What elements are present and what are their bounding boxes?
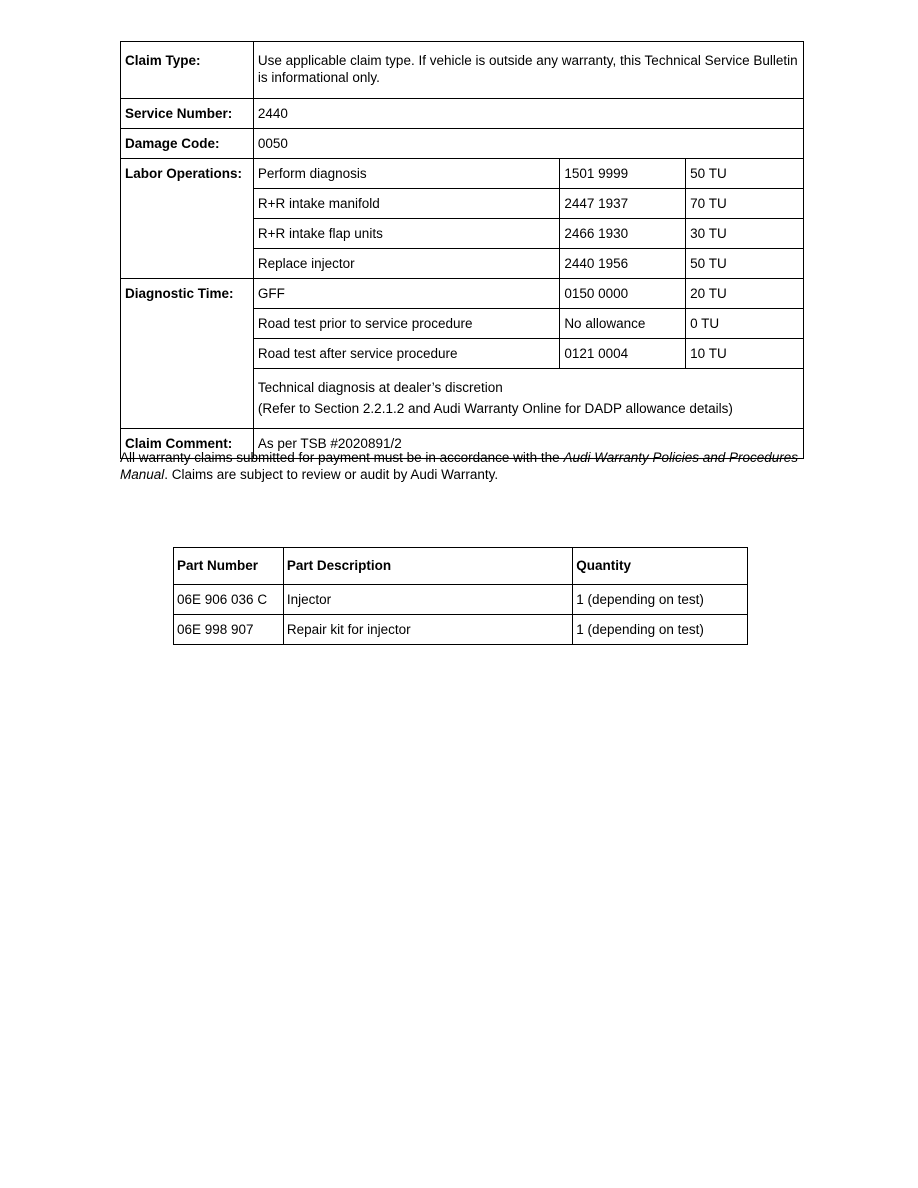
labor-op-code: 1501 9999	[560, 159, 686, 189]
parts-row	[174, 585, 748, 615]
claim-comment-label: Claim Comment:	[121, 429, 254, 459]
parts-table	[173, 547, 748, 645]
labor-op-desc: Perform diagnosis	[253, 159, 559, 189]
diag-op-code: No allowance	[560, 309, 686, 339]
diag-op-desc: Road test after service procedure	[253, 339, 559, 369]
claim-comment-value: As per TSB #2020891/2	[253, 429, 803, 459]
warranty-note-text-1: All warranty claims submitted for payment must be in accordance with the	[120, 450, 564, 465]
diag-note-cell	[253, 369, 803, 429]
labor-op-tu: 50 TU	[686, 249, 804, 279]
labor-op-row	[121, 159, 804, 189]
service-number-row	[121, 99, 804, 129]
claim-type-value: Use applicable claim type. If vehicle is outside any warranty, this Technical Service Bulletin is informational only.	[253, 42, 803, 99]
diag-note-line-1: Technical diagnosis at dealer’s discretion	[257, 380, 503, 395]
claim-type-row	[121, 42, 804, 99]
warranty-manual-title: Audi Warranty Policies and Procedures Manual	[120, 450, 799, 482]
quantity-header: Quantity	[573, 548, 748, 585]
diag-op-tu: 10 TU	[686, 339, 804, 369]
damage-code-value: 0050	[253, 129, 803, 159]
warranty-note-text-2: . Claims are subject to review or audit by Audi Warranty.	[164, 467, 499, 482]
damage-code-row	[121, 129, 804, 159]
part-description-header: Part Description	[283, 548, 572, 585]
labor-op-tu: 50 TU	[686, 159, 804, 189]
labor-op-desc: R+R intake flap units	[253, 219, 559, 249]
labor-op-code: 2466 1930	[560, 219, 686, 249]
labor-operations-label: Labor Operations:	[121, 159, 254, 279]
part-number: 06E 906 036 C	[174, 585, 284, 615]
service-number-label: Service Number:	[121, 99, 254, 129]
part-number: 06E 998 907	[174, 615, 284, 645]
diag-op-desc: GFF	[253, 279, 559, 309]
diag-op-row	[121, 279, 804, 309]
claim-type-label: Claim Type:	[121, 42, 254, 99]
diag-op-code: 0150 0000	[560, 279, 686, 309]
parts-header-row	[174, 548, 748, 585]
damage-code-label: Damage Code:	[121, 129, 254, 159]
part-quantity: 1 (depending on test)	[573, 615, 748, 645]
labor-op-desc: R+R intake manifold	[253, 189, 559, 219]
diag-op-desc: Road test prior to service procedure	[253, 309, 559, 339]
labor-op-tu: 30 TU	[686, 219, 804, 249]
service-number-value: 2440	[253, 99, 803, 129]
diag-op-tu: 0 TU	[686, 309, 804, 339]
labor-op-code: 2440 1956	[560, 249, 686, 279]
labor-op-desc: Replace injector	[253, 249, 559, 279]
diag-op-code: 0121 0004	[560, 339, 686, 369]
part-quantity: 1 (depending on test)	[573, 585, 748, 615]
part-number-header: Part Number	[174, 548, 284, 585]
part-description: Injector	[283, 585, 572, 615]
diag-op-tu: 20 TU	[686, 279, 804, 309]
diag-note-line-2: (Refer to Section 2.2.1.2 and Audi Warranty Online for DADP allowance details)	[257, 401, 733, 416]
diagnostic-time-label: Diagnostic Time:	[121, 279, 254, 429]
part-description: Repair kit for injector	[283, 615, 572, 645]
labor-op-tu: 70 TU	[686, 189, 804, 219]
parts-row	[174, 615, 748, 645]
claim-table	[120, 41, 804, 459]
labor-op-code: 2447 1937	[560, 189, 686, 219]
warranty-note	[120, 449, 810, 483]
